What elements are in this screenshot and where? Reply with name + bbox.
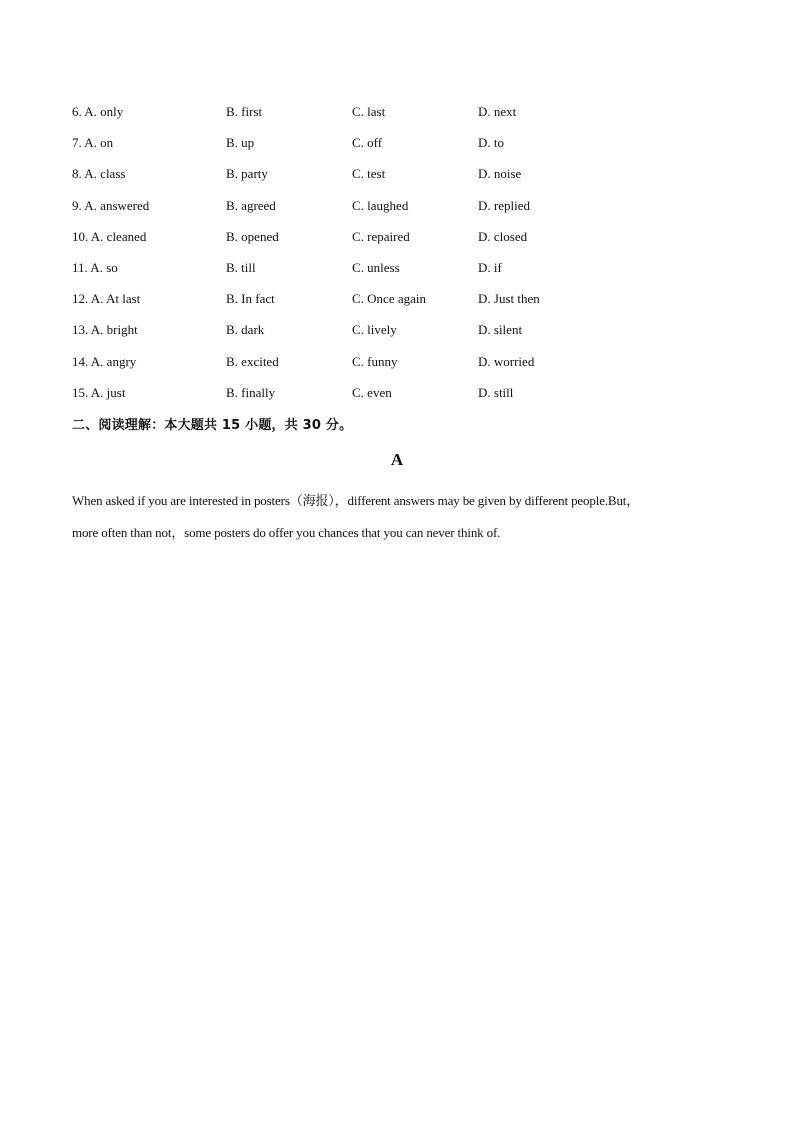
passage-body	[72, 485, 722, 549]
option-a: 8. A. class	[72, 166, 126, 182]
option-a: 9. A. answered	[72, 197, 150, 213]
question-row-15	[72, 383, 732, 414]
option-b: B. opened	[226, 228, 279, 244]
option-b: B. finally	[226, 384, 276, 400]
option-b: B. first	[226, 104, 263, 119]
option-d: D. still	[478, 384, 514, 400]
question-row-14	[72, 352, 732, 383]
option-d: D. noise	[478, 166, 522, 182]
question-row-12	[72, 289, 732, 320]
option-a: 10. A. cleaned	[72, 228, 147, 244]
question-row-8	[72, 164, 732, 195]
option-b: B. dark	[226, 322, 265, 338]
passage-line: When asked if you are interested in posters（海报），different answers may be given by different people.But，	[72, 493, 640, 508]
option-d: D. closed	[478, 228, 528, 244]
option-a: 15. A. just	[72, 384, 126, 400]
option-c: C. unless	[352, 259, 400, 275]
passage-line: more often than not，some posters do offer you chances that you can never think of.	[72, 525, 501, 540]
option-a: 13. A. bright	[72, 322, 138, 338]
option-a: 12. A. At last	[72, 291, 141, 307]
option-c: C. test	[352, 166, 386, 182]
option-c: C. funny	[352, 353, 398, 369]
cloze-options-list	[72, 102, 732, 414]
option-a: 7. A. on	[72, 135, 114, 151]
question-row-13	[72, 320, 732, 351]
question-row-10	[72, 227, 732, 258]
option-a: 6. A. only	[72, 104, 124, 119]
option-d: D. Just then	[478, 291, 540, 307]
option-d: D. silent	[478, 322, 523, 338]
option-c: C. Once again	[352, 291, 427, 307]
option-c: C. lively	[352, 322, 397, 338]
question-row-11	[72, 258, 732, 289]
option-b: B. up	[226, 135, 255, 151]
option-c: C. last	[352, 104, 386, 119]
option-b: B. excited	[226, 353, 279, 369]
question-row-9	[72, 196, 732, 227]
option-a: 14. A. angry	[72, 353, 137, 369]
option-b: B. In fact	[226, 291, 275, 307]
passage-title: A	[390, 450, 404, 469]
option-b: B. agreed	[226, 197, 276, 213]
option-d: D. to	[478, 135, 504, 151]
option-d: D. worried	[478, 353, 535, 369]
option-a: 11. A. so	[72, 259, 118, 275]
option-c: C. repaired	[352, 228, 410, 244]
option-c: C. even	[352, 384, 392, 400]
question-row-7	[72, 133, 732, 164]
option-b: B. party	[226, 166, 268, 182]
question-row-6	[72, 102, 732, 133]
option-d: D. next	[478, 104, 517, 119]
option-d: D. replied	[478, 197, 530, 213]
option-b: B. till	[226, 259, 256, 275]
option-c: C. laughed	[352, 197, 409, 213]
section-heading-reading: 二、阅读理解：本大题共 15 小题，共 30 分。	[72, 418, 353, 433]
option-d: D. if	[478, 259, 502, 275]
option-c: C. off	[352, 135, 383, 151]
